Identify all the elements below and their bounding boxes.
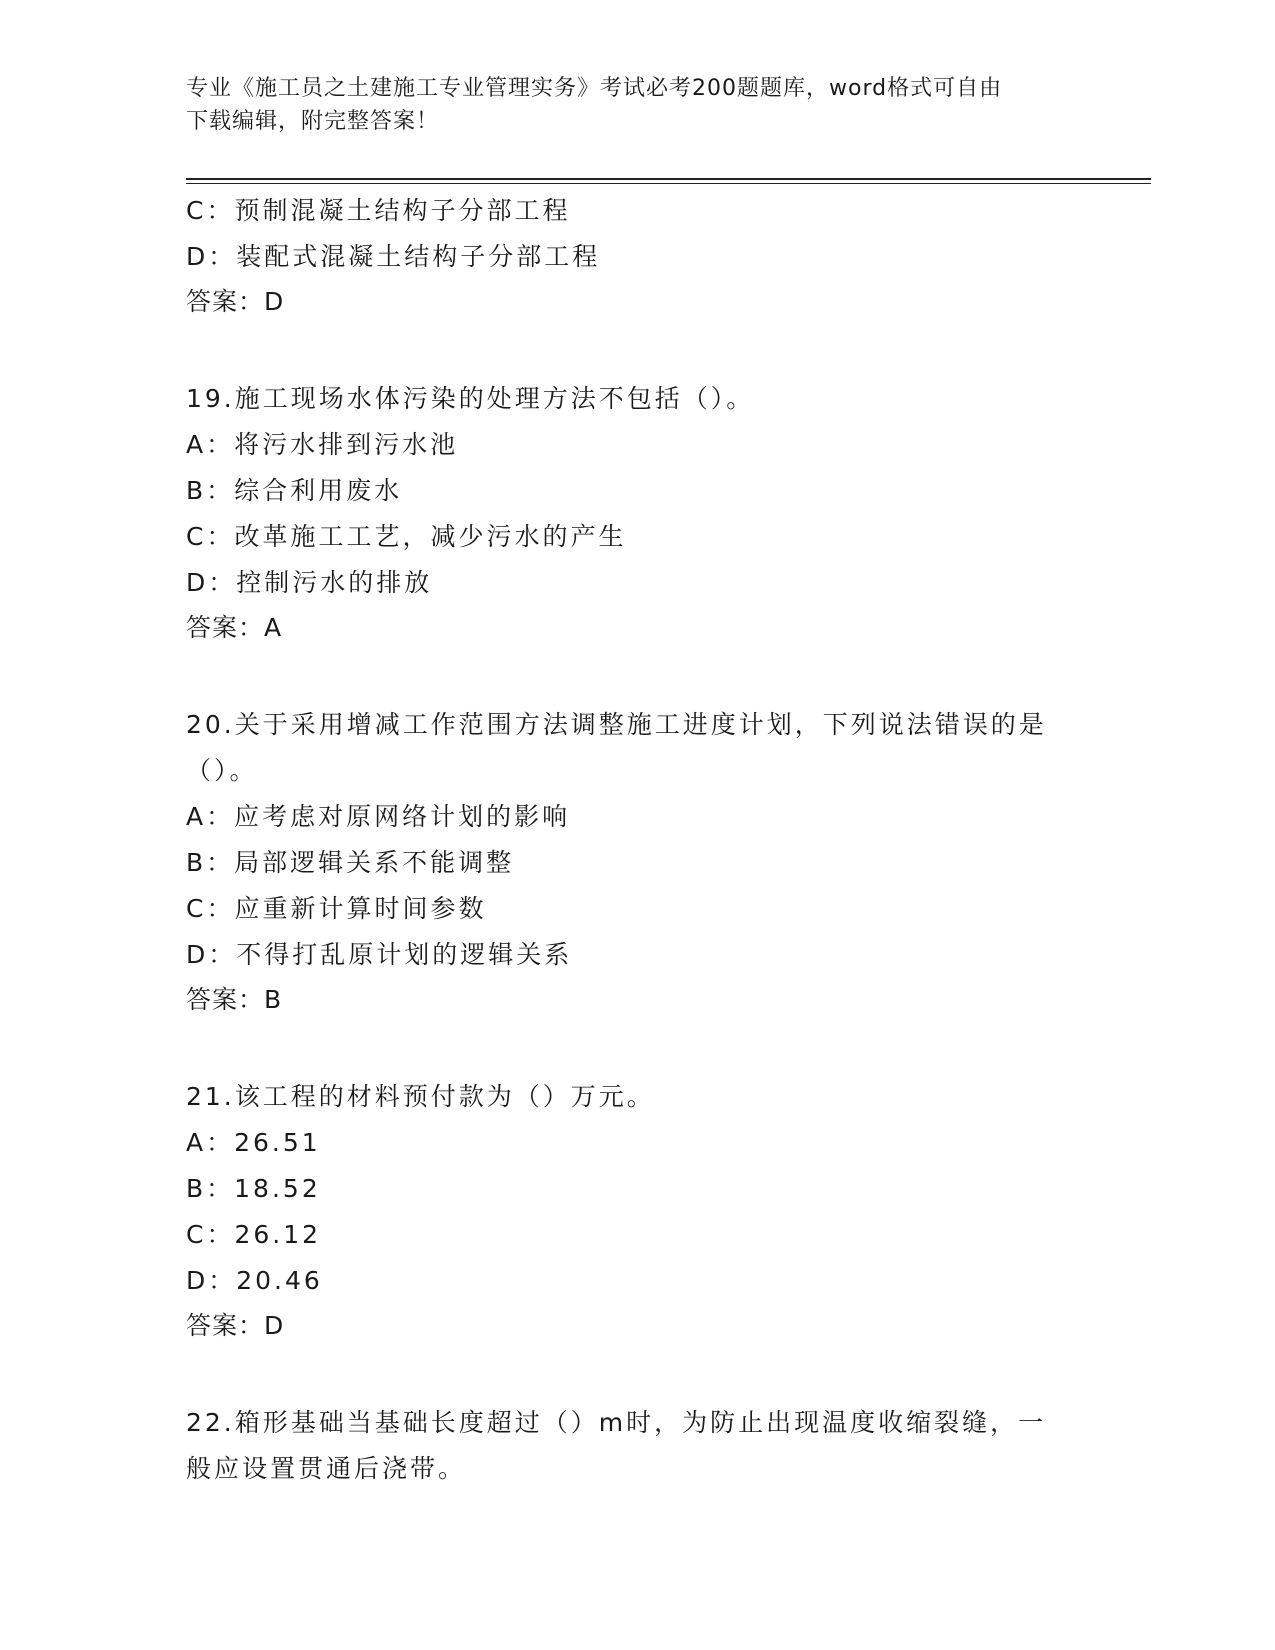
question-19 <box>186 376 1086 650</box>
question-stem-line-1: 22.箱形基础当基础长度超过（）m时，为防止出现温度收缩裂缝，一 <box>186 1408 1047 1437</box>
header-rule-thin <box>186 183 1151 184</box>
answer: 答案：D <box>186 1311 285 1340</box>
option-a: A：将污水排到污水池 <box>186 430 459 459</box>
spacer <box>186 1348 1086 1400</box>
answer: 答案：B <box>186 985 283 1014</box>
question-stem-line-2: 般应设置贯通后浇带。 <box>186 1454 467 1483</box>
spacer <box>186 324 1086 376</box>
question-18-continued <box>186 188 1086 324</box>
option-b: B：18.52 <box>186 1174 321 1203</box>
header-line-2: 下载编辑，附完整答案！ <box>186 109 440 134</box>
question-22 <box>186 1400 1086 1492</box>
option-c: C：改革施工工艺，减少污水的产生 <box>186 522 627 551</box>
option-d: D：20.46 <box>186 1266 323 1295</box>
spacer <box>186 650 1086 702</box>
option-d: D：装配式混凝土结构子分部工程 <box>186 242 601 271</box>
option-c: C：应重新计算时间参数 <box>186 894 487 923</box>
option-c: C：26.12 <box>186 1220 322 1249</box>
option-d: D：不得打乱原计划的逻辑关系 <box>186 940 573 969</box>
option-b: B：综合利用废水 <box>186 476 403 505</box>
question-stem: 21.该工程的材料预付款为（）万元。 <box>186 1082 655 1111</box>
header-line-1: 专业《施工员之土建施工专业管理实务》考试必考200题题库，word格式可自由 <box>186 76 1003 101</box>
answer: 答案：A <box>186 613 283 642</box>
question-stem-line-2: （）。 <box>186 756 258 785</box>
option-d: D：控制污水的排放 <box>186 568 433 597</box>
header-rule-thick <box>186 178 1151 180</box>
spacer <box>186 1022 1086 1074</box>
answer: 答案：D <box>186 287 285 316</box>
option-b: B：局部逻辑关系不能调整 <box>186 848 515 877</box>
document-header <box>186 72 1086 138</box>
question-stem-line-1: 20.关于采用增减工作范围方法调整施工进度计划，下列说法错误的是 <box>186 710 1047 739</box>
question-stem: 19.施工现场水体污染的处理方法不包括（）。 <box>186 384 755 413</box>
option-c: C：预制混凝土结构子分部工程 <box>186 196 571 225</box>
question-21 <box>186 1074 1086 1348</box>
question-20 <box>186 702 1086 1022</box>
question-list <box>186 188 1086 1492</box>
option-a: A：应考虑对原网络计划的影响 <box>186 802 571 831</box>
option-a: A：26.51 <box>186 1128 321 1157</box>
